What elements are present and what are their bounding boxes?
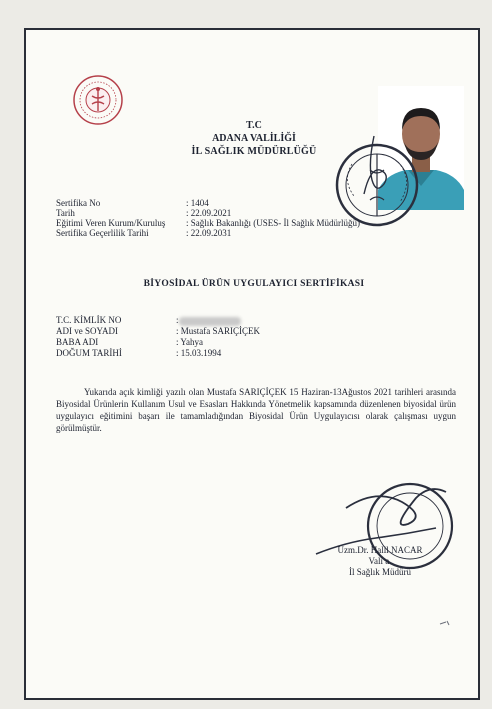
label-validity-date: Sertifika Geçerlilik Tarihi xyxy=(56,228,149,238)
value-certificate-no: : 1404 xyxy=(186,198,209,208)
small-mark-icon xyxy=(438,618,452,628)
signatory-title-2: İl Sağlık Müdürü xyxy=(349,567,411,577)
certificate-page xyxy=(24,28,480,700)
value-id-number: : xyxy=(176,315,179,325)
certificate-body xyxy=(56,386,456,434)
value-date: : 22.09.2021 xyxy=(186,208,232,218)
ministry-emblem-icon xyxy=(72,74,124,126)
value-validity-date: : 22.09.2031 xyxy=(186,228,232,238)
certificate-title: BİYOSİDAL ÜRÜN UYGULAYICI SERTİFİKASI xyxy=(143,279,365,289)
header-tc: T.C xyxy=(246,120,262,131)
value-father-name: : Yahya xyxy=(176,337,204,347)
label-id-number: T.C. KİMLİK NO xyxy=(56,315,122,325)
photo-signature-icon xyxy=(354,134,394,204)
value-training-institution: : Sağlık Bakanlığı (USES- İl Sağlık Müdürlüğü) xyxy=(186,218,360,228)
signatory-name: Uzm.Dr. Halil NACAR xyxy=(337,545,423,555)
body-paragraph: Yukarıda açık kimliği yazılı olan Mustafa SARIÇİÇEK 15 Haziran-13Ağustos 2021 tarihleri arasında Biyosidal Ürünlerin Kullanım Usul ve Esasları Hakkında Yönetmelik kapsamında düzenlenen biyosidal ürün uygulayıcı eğitimini başarı ile tamamladığından Biyosidal Ürün Uygulayıcısı olarak çalışması uygun görülmüştür. xyxy=(56,387,456,433)
header-health-directorate: İL SAĞLIK MÜDÜRLÜĞÜ xyxy=(191,146,317,157)
label-certificate-no: Sertifika No xyxy=(56,198,101,208)
value-full-name: : Mustafa SARIÇİÇEK xyxy=(176,326,260,336)
header-governorship: ADANA VALİLİĞİ xyxy=(212,133,296,144)
label-birth-date: DOĞUM TARİHİ xyxy=(56,348,122,358)
redacted-id-number xyxy=(179,317,241,326)
label-date: Tarih xyxy=(56,208,75,218)
label-full-name: ADI ve SOYADI xyxy=(56,326,118,336)
label-father-name: BABA ADI xyxy=(56,337,99,347)
label-training-institution: Eğitimi Veren Kurum/Kuruluş xyxy=(56,218,166,228)
value-birth-date: : 15.03.1994 xyxy=(176,348,222,358)
signatory-title-1: Vali a. xyxy=(368,556,392,566)
